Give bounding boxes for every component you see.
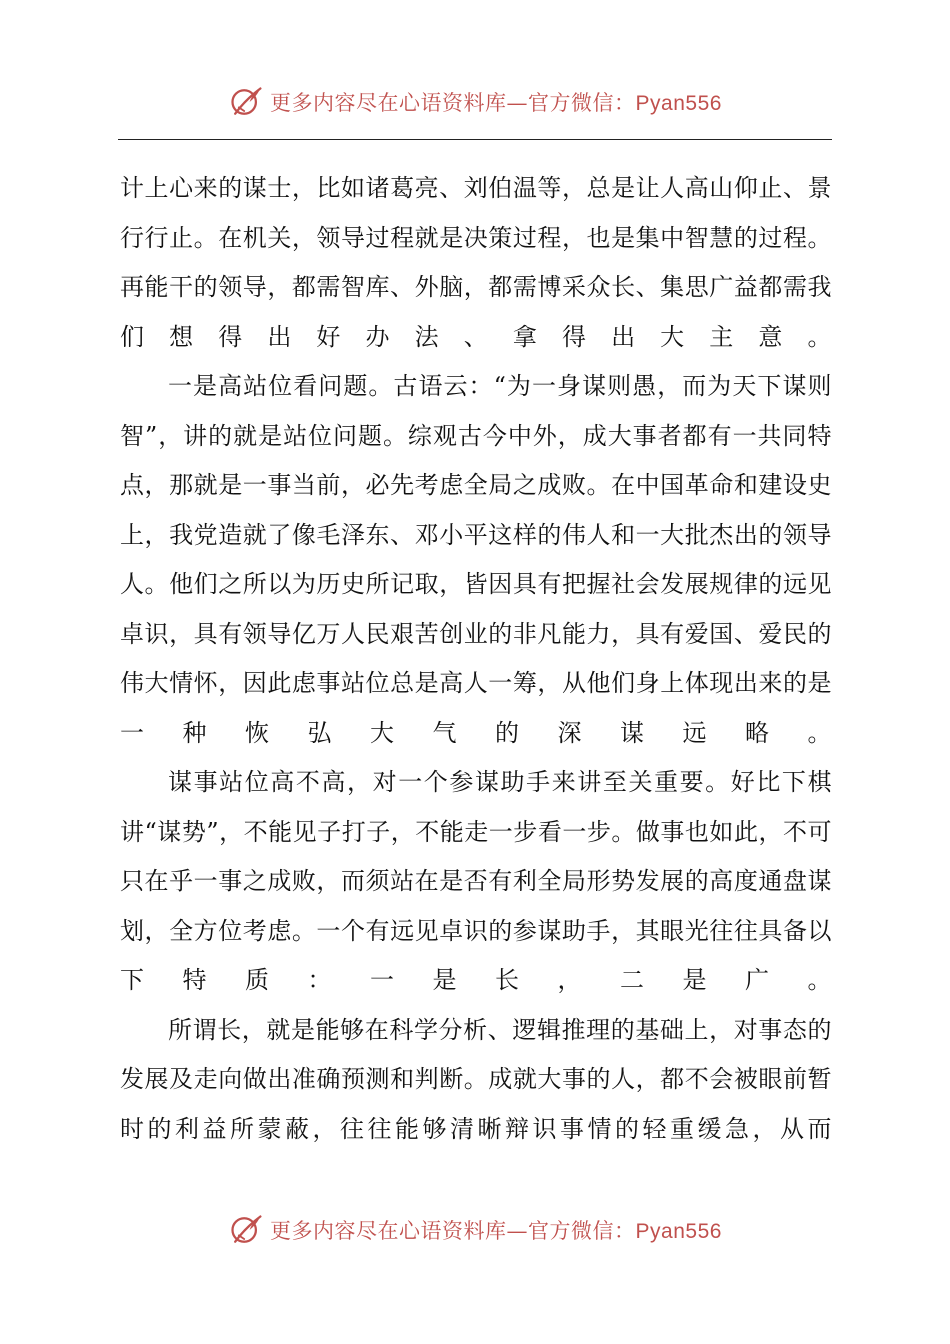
text-line: 谋事站位高不高，对一个参谋助手来讲至关重要。好比下棋 — [168, 768, 832, 796]
header-wechat-id: Pyan556 — [635, 92, 722, 115]
quill-logo-icon — [228, 84, 264, 120]
header-banner-text — [270, 87, 722, 117]
text-line: 景行行止。在机关，领导过程就是决策过程，也是集中智慧的过 — [120, 174, 832, 252]
paragraph — [120, 758, 832, 1006]
header-banner — [0, 80, 950, 124]
footer-banner-text — [270, 1215, 722, 1245]
text-line: 计上心来的谋士，比如诸葛亮、刘伯温等，总是让人高山仰止、 — [120, 174, 808, 202]
header-divider — [118, 139, 832, 140]
text-line: 往具备以下特质：一是长，二是广。 — [120, 916, 833, 994]
quill-logo-icon — [228, 1212, 264, 1248]
text-line: 一是高站位看问题。古语云：“为一身谋则愚，而为天下谋 — [168, 372, 808, 400]
text-line: 都需我们想得出好办法、拿得出大主意。 — [120, 273, 832, 351]
text-line: 建设史上，我党造就了像毛泽东、邓小平这样的伟人和一大批杰 — [120, 471, 832, 549]
footer-wechat-id: Pyan556 — [635, 1220, 722, 1243]
paragraph — [120, 1006, 832, 1155]
text-line: 则智”，讲的就是站位问题。综观古今中外，成大事者都有一共 — [120, 372, 832, 450]
text-line: 上体现出来的是一种恢弘大气的深谋远略。 — [120, 669, 833, 747]
text-line: 出的领导人。他们之所以为历史所记取，皆因具有把握社会发展 — [120, 520, 833, 598]
text-line: 前暂时的利益所蒙蔽，往往能够清晰辩识事情的轻重缓急，从而 — [120, 1065, 833, 1143]
paragraph — [120, 164, 832, 362]
document-body — [120, 164, 832, 1154]
text-line: 不可只在乎一事之成败，而须站在是否有利全局形势发展的高度 — [120, 817, 832, 895]
text-line: 爱国、爱民的伟大情怀，因此虑事站位总是高人一筹，从他们身 — [120, 619, 833, 697]
paragraph — [120, 362, 832, 758]
text-line: 规律的远见卓识，具有领导亿万人民艰苦创业的非凡能力，具有 — [120, 570, 833, 648]
text-line: 通盘谋划，全方位考虑。一个有远见卓识的参谋助手，其眼光往 — [120, 867, 832, 945]
footer-banner-label: 更多内容尽在心语资料库—官方微信： — [270, 1219, 636, 1243]
header-banner-label: 更多内容尽在心语资料库—官方微信： — [270, 91, 636, 115]
text-line: 同特点，那就是一事当前，必先考虑全局之成败。在中国革命和 — [120, 421, 832, 499]
text-line: 讲“谋势”，不能见子打子，不能走一步看一步。做事也如此， — [120, 817, 783, 846]
text-line: 程。再能干的领导，都需智库、外脑，都需博采众长、集思广益 — [120, 223, 833, 301]
footer-banner — [0, 1208, 950, 1252]
text-line: 的发展及走向做出准确预测和判断。成就大事的人，都不会被眼 — [120, 1015, 832, 1093]
text-line: 所谓长，就是能够在科学分析、逻辑推理的基础上，对事态 — [168, 1015, 808, 1044]
